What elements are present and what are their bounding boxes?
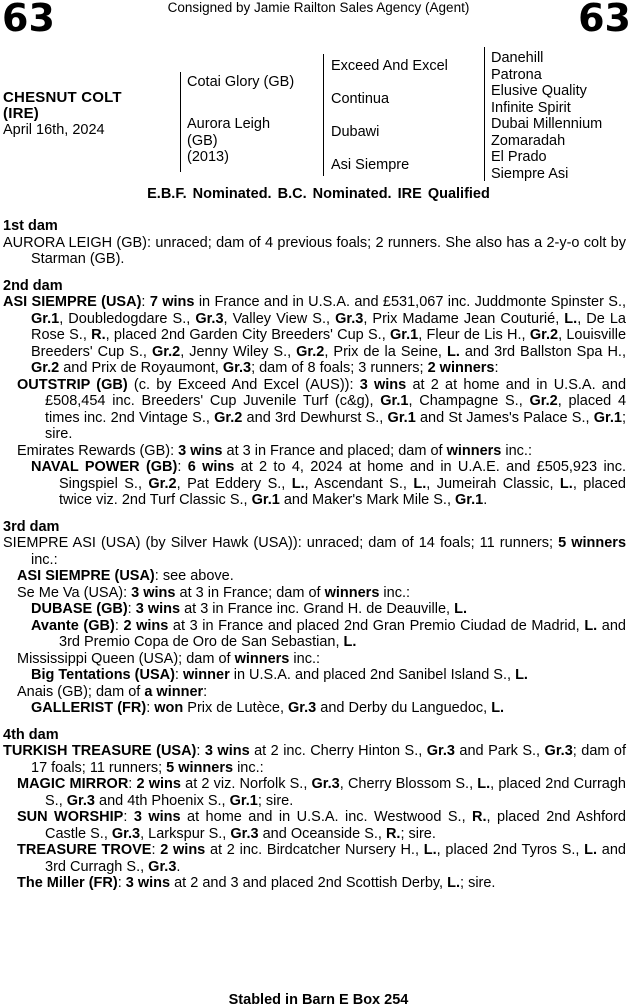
first-dam-title: 1st dam bbox=[3, 218, 58, 234]
pedigree-dam-sire: Dubawi bbox=[331, 124, 380, 140]
pedigree-gen3-item: Infinite Spirit bbox=[491, 99, 571, 116]
catalogue-content bbox=[3, 218, 626, 892]
horse-description bbox=[3, 90, 122, 138]
pedigree-gen3-item: El Prado bbox=[491, 149, 547, 165]
pedigree-gen3-item: Patrona bbox=[491, 66, 542, 83]
dubase-entry: DUBASE (GB): 3 wins at 3 in France inc. Grand H. de Deauville, L. bbox=[31, 601, 467, 617]
pedigree-gen3-item: Elusive Quality bbox=[491, 83, 587, 99]
asi-siempre-ref-entry: ASI SIEMPRE (USA): see above. bbox=[17, 568, 234, 584]
lot-number-right: 63 bbox=[578, 0, 631, 40]
horse-name-line2: (IRE) bbox=[3, 105, 39, 122]
pedigree-gen3-item: Zomaradah bbox=[491, 132, 566, 149]
first-dam-text: AURORA LEIGH (GB): unraced; dam of 4 previous foals; 2 runners. She also has a 2-y-o colt by Starman (GB). bbox=[3, 234, 626, 267]
asi-siempre-entry: ASI SIEMPRE (USA): 7 wins in France and in U.S.A. and £531,067 inc. Juddmonte Spinster S., Gr.1, Doubledogdare S., Gr.3, Valley View S., Gr.3, Prix Madame Jean Couturié, L., De La Rose S., R., placed 2nd Garden City Breeders' Cup S., Gr.1, Fleur de Lis H., Gr.2, Louisville Breeders' Cup S., Gr.2, Jenny Wiley S., Gr.2, Prix de la Seine, L. and 3rd Ballston Spa H., Gr.2 and Prix de Royaumont, Gr.3; dam of 8 foals; 3 runners; 2 winners: bbox=[3, 294, 627, 376]
pedigree-sire-dam: Continua bbox=[331, 91, 390, 107]
sun-worship-entry: SUN WORSHIP: 3 wins at home and in U.S.A. inc. Westwood S., R., placed 2nd Ashford Castle S., Gr.3, Larkspur S., Gr.3 and Oceanside S., R.; sire. bbox=[17, 809, 627, 842]
outstrip-entry: OUTSTRIP (GB) (c. by Exceed And Excel (AUS)): 3 wins at 2 at home and in U.S.A. and £508,454 inc. Breeders' Cup Juvenile Turf (c&g), Gr.1, Champagne S., Gr.2, placed 4 times inc. 2nd Vintage S., Gr.2 and 3rd Dewhurst S., Gr.1 and St James's Palace S., Gr.1; sire. bbox=[17, 376, 627, 442]
horse-name-line1: CHESNUT COLT bbox=[3, 89, 122, 106]
pedigree-divider-2 bbox=[323, 54, 324, 176]
pedigree-sire-sire: Exceed And Excel bbox=[331, 58, 448, 74]
pedigree-gen3-item: Danehill bbox=[491, 50, 544, 66]
third-dam-title: 3rd dam bbox=[3, 518, 60, 535]
gallerist-entry: GALLERIST (FR): won Prix de Lutèce, Gr.3 and Derby du Languedoc, L. bbox=[31, 700, 505, 716]
naval-power-entry: NAVAL POWER (GB): 6 wins at 2 to 4, 2024 at home and in U.A.E. and £505,923 inc. Singspiel S., Gr.2, Pat Eddery S., L., Ascendant S., L., Jumeirah Classic, L., placed twice viz. 2nd Turf Classic S., Gr.1 and Maker's Mark Mile S., Gr.1. bbox=[31, 459, 627, 508]
se-me-va-entry: Se Me Va (USA): 3 wins at 3 in France; dam of winners inc.: bbox=[17, 584, 411, 601]
pedigree-dam-name: Aurora Leigh bbox=[187, 116, 271, 132]
pedigree-gen3-item: Siempre Asi bbox=[491, 165, 569, 182]
fourth-dam-title: 4th dam bbox=[3, 726, 59, 743]
pedigree-dam bbox=[187, 116, 270, 166]
pedigree-dam-country: (GB) bbox=[187, 132, 218, 149]
the-miller-entry: The Miller (FR): 3 wins at 2 and 3 and placed 2nd Scottish Derby, L.; sire. bbox=[17, 875, 496, 891]
turkish-treasure-entry: TURKISH TREASURE (USA): 3 wins at 2 inc. Cherry Hinton S., Gr.3 and Park S., Gr.3; dam of 17 foals; 11 runners; 5 winners inc.: bbox=[3, 743, 627, 776]
pedigree-dam-year: (2013) bbox=[187, 149, 229, 165]
pedigree-gen3 bbox=[491, 50, 602, 182]
big-tentations-entry: Big Tentations (USA): winner in U.S.A. and placed 2nd Sanibel Island S., L. bbox=[31, 667, 528, 683]
pedigree-sire: Cotai Glory (GB) bbox=[187, 74, 295, 90]
pedigree-gen3-item: Dubai Millennium bbox=[491, 116, 603, 132]
second-dam-title: 2nd dam bbox=[3, 277, 63, 294]
stabling-info: Stabled in Barn E Box 254 bbox=[228, 992, 409, 1008]
consignor-line: Consigned by Jamie Railton Sales Agency (Agent) bbox=[167, 0, 470, 15]
pedigree-divider-3 bbox=[484, 47, 485, 181]
pedigree-divider-1 bbox=[180, 72, 181, 172]
emirates-rewards-entry: Emirates Rewards (GB): 3 wins at 3 in France and placed; dam of winners inc.: bbox=[17, 442, 532, 459]
treasure-trove-entry: TREASURE TROVE: 2 wins at 2 inc. Birdcatcher Nursery H., L., placed 2nd Tyros S., L. and 3rd Curragh S., Gr.3. bbox=[17, 842, 626, 875]
siempre-asi-entry: SIEMPRE ASI (USA) (by Silver Hawk (USA)): unraced; dam of 14 foals; 11 runners; 5 winners inc.: bbox=[3, 535, 627, 568]
anais-entry: Anais (GB); dam of a winner: bbox=[17, 683, 208, 700]
pedigree-dam-dam: Asi Siempre bbox=[331, 157, 410, 173]
magic-mirror-entry: MAGIC MIRROR: 2 wins at 2 viz. Norfolk S., Gr.3, Cherry Blossom S., L., placed 2nd Curragh S., Gr.3 and 4th Phoenix S., Gr.1; sire. bbox=[17, 776, 626, 809]
foaling-date: April 16th, 2024 bbox=[3, 122, 105, 138]
nominations-line: E.B.F. Nominated. B.C. Nominated. IRE Qualified bbox=[147, 186, 490, 202]
avante-entry: Avante (GB): 2 wins at 3 in France and placed 2nd Gran Premio Ciudad de Madrid, L. and 3rd Premio Copa de Oro de San Sebastian, L. bbox=[31, 617, 626, 650]
mississippi-queen-entry: Mississippi Queen (USA); dam of winners inc.: bbox=[17, 650, 320, 667]
lot-number: 63 bbox=[2, 0, 55, 40]
